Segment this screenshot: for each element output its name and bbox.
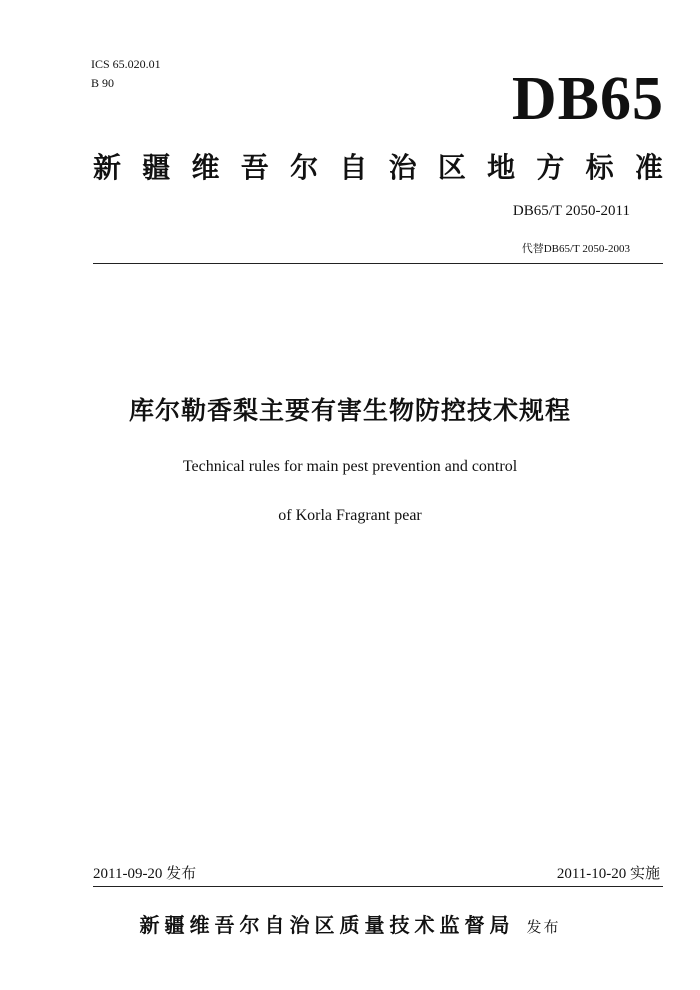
title-char: 维 xyxy=(191,151,220,184)
title-char: 自 xyxy=(339,151,368,184)
title-char: 标 xyxy=(585,151,614,184)
footer-divider xyxy=(93,886,663,887)
title-char: 疆 xyxy=(142,151,171,184)
header-divider xyxy=(93,263,663,264)
publish-label: 发布 xyxy=(526,918,561,936)
document-title-english-line2: of Korla Fragrant pear xyxy=(278,507,422,524)
document-title-chinese: 库尔勒香梨主要有害生物防控技术规程 xyxy=(128,396,571,425)
title-char: 地 xyxy=(487,151,516,184)
title-char: 新 xyxy=(93,151,122,184)
implementation-date: 2011-10-20 实施 xyxy=(556,866,660,882)
standard-category-title xyxy=(93,148,663,188)
title-char: 准 xyxy=(634,151,663,184)
ccs-code: B 90 xyxy=(91,76,115,90)
title-char: 治 xyxy=(388,151,417,184)
replaces-code: 代替DB65/T 2050-2003 xyxy=(521,243,630,255)
publisher-name: 新疆维吾尔自治区质量技术监督局 xyxy=(139,913,515,937)
publisher-line xyxy=(0,910,700,942)
db65-logo: DB65 xyxy=(511,65,664,133)
issue-date: 2011-09-20 发布 xyxy=(93,866,197,882)
ics-code: ICS 65.020.01 xyxy=(91,57,161,71)
title-char: 区 xyxy=(437,151,466,184)
standard-code: DB65/T 2050-2011 xyxy=(512,203,630,219)
document-title-english-line1: Technical rules for main pest prevention and control xyxy=(182,458,518,475)
title-char: 方 xyxy=(536,151,565,184)
title-char: 吾 xyxy=(240,151,269,184)
title-char: 尔 xyxy=(290,151,319,184)
